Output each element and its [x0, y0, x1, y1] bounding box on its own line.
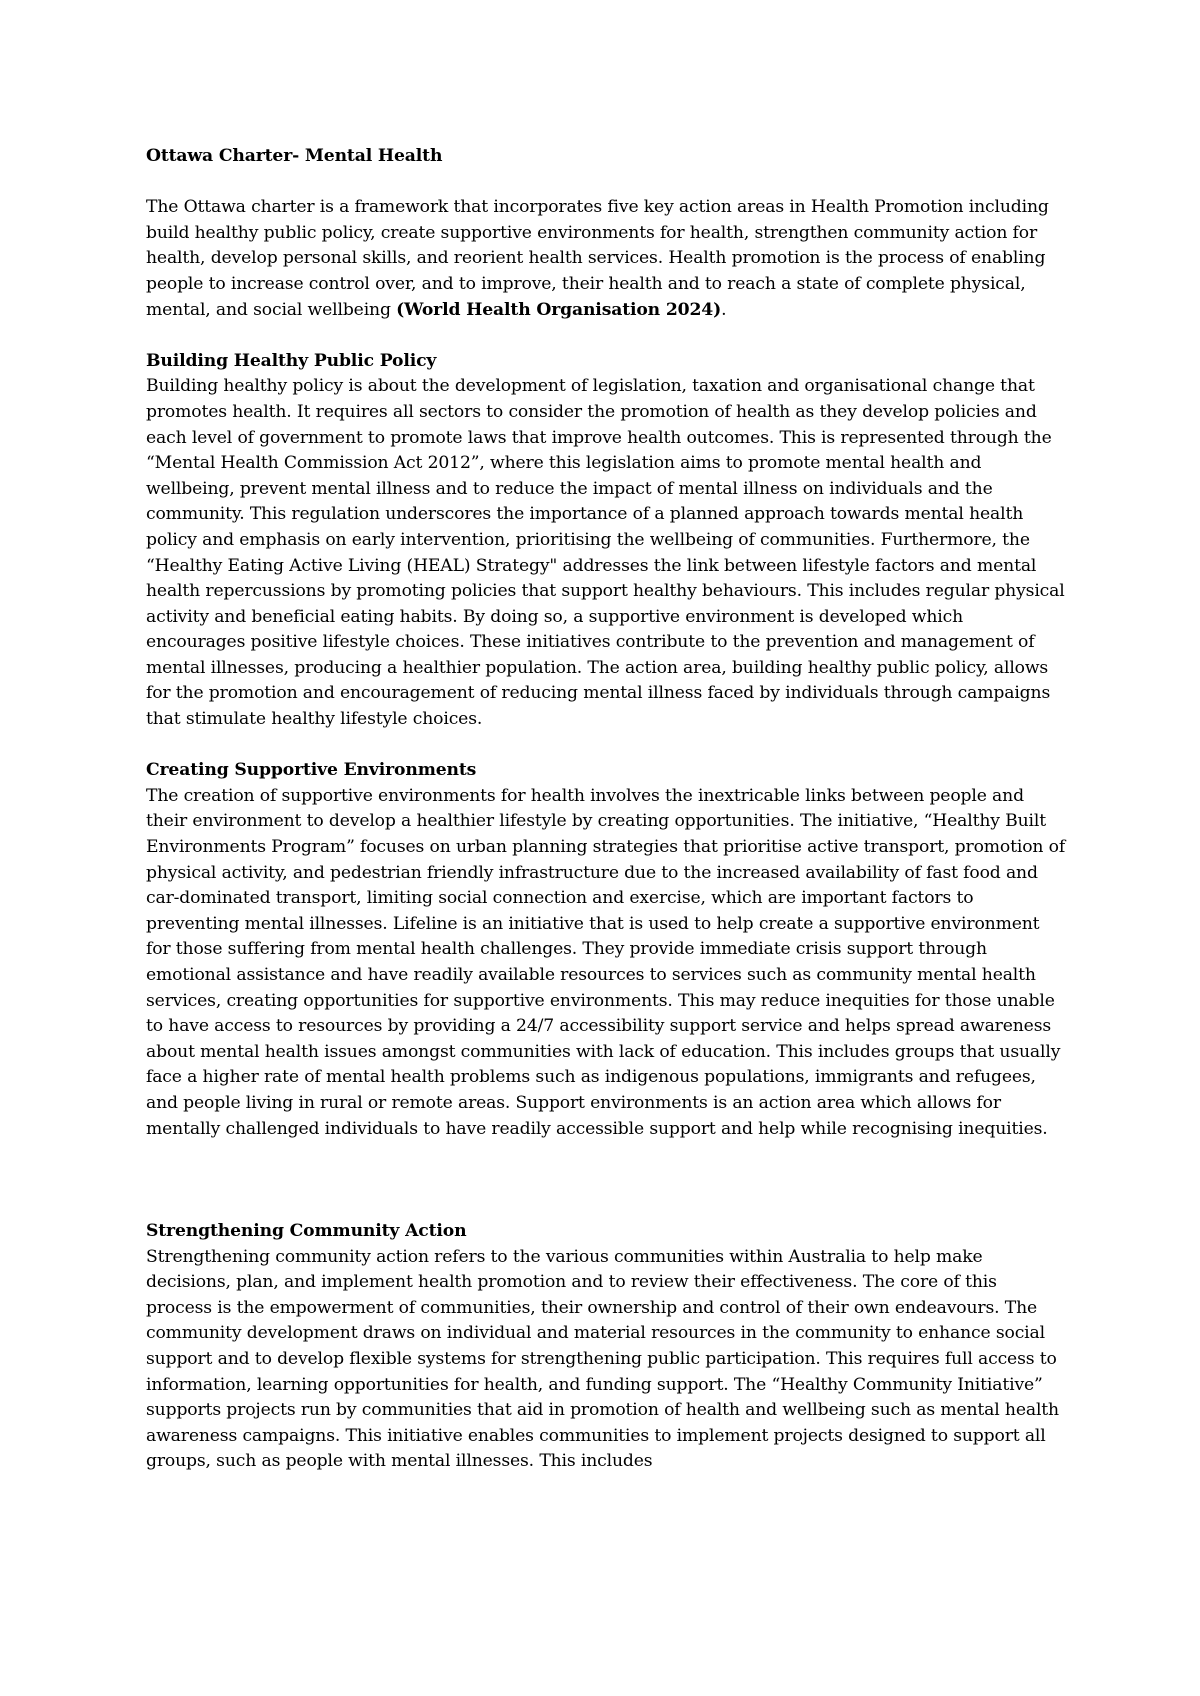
intro-citation: (World Health Organisation 2024)	[396, 299, 722, 320]
intro-paragraph	[146, 195, 1066, 323]
section-heading: Creating Supportive Environments	[146, 760, 477, 781]
section-building-healthy-public-policy	[146, 349, 1066, 733]
document-title: Ottawa Charter- Mental Health	[146, 146, 443, 166]
spacer	[146, 1142, 1066, 1219]
intro-text: The Ottawa charter is a framework that incorporates five key action areas in Health Promotion including build healthy public policy, create supportive environments for health, strengthen community action for health, develop personal skills, and reorient health services. Health promotion is the process of enabling people to increase control over, and to improve, their health and to reach a state of complete physical, mental, and social wellbeing	[146, 197, 1049, 320]
spacer	[146, 323, 1066, 349]
section-body: Building healthy policy is about the development of legislation, taxation and organisational change that promotes health. It requires all sectors to consider the promotion of health as they develop policies and each level of government to promote laws that improve health outcomes. This is represented through the “Mental Health Commission Act 2012”, where this legislation aims to promote mental health and wellbeing, prevent mental illness and to reduce the impact of mental illness on individuals and the community. This regulation underscores the importance of a planned approach towards mental health policy and emphasis on early intervention, prioritising the wellbeing of communities. Furthermore, the “Healthy Eating Active Living (HEAL) Strategy" addresses the link between lifestyle factors and mental health repercussions by promoting policies that support healthy behaviours. This includes regular physical activity and beneficial eating habits. By doing so, a supportive environment is developed which encourages positive lifestyle choices. These initiatives contribute to the prevention and management of mental illnesses, producing a healthier population. The action area, building healthy public policy, allows for the promotion and encouragement of reducing mental illness faced by individuals through campaigns that stimulate healthy lifestyle choices.	[146, 376, 1065, 730]
spacer	[146, 733, 1066, 759]
intro-end: .	[721, 299, 727, 320]
section-heading: Building Healthy Public Policy	[146, 350, 437, 371]
spacer	[146, 170, 1066, 196]
section-body: Strengthening community action refers to the various communities within Australia to help make decisions, plan, and implement health promotion and to review their effectiveness. The core of this process is the empowerment of communities, their ownership and control of their own endeavours. The community development draws on individual and material resources in the community to enhance social support and to develop flexible systems for strengthening public participation. This requires full access to information, learning opportunities for health, and funding support. The “Healthy Community Initiative” supports projects run by communities that aid in promotion of health and wellbeing such as mental health awareness campaigns. This initiative enables communities to implement projects designed to support all groups, such as people with mental illnesses. This includes	[146, 1246, 1059, 1472]
section-body: The creation of supportive environments for health involves the inextricable links between people and their environment to develop a healthier lifestyle by creating opportunities. The initiative, “Healthy Built Environments Program” focuses on urban planning strategies that prioritise active transport, promotion of physical activity, and pedestrian friendly infrastructure due to the increased availability of fast food and car-dominated transport, limiting social connection and exercise, which are important factors to preventing mental illnesses. Lifeline is an initiative that is used to help create a supportive environment for those suffering from mental health challenges. They provide immediate crisis support through emotional assistance and have readily available resources to services such as community mental health services, creating opportunities for supportive environments. This may reduce inequities for those unable to have access to resources by providing a 24/7 accessibility support service and helps spread awareness about mental health issues amongst communities with lack of education. This includes groups that usually face a higher rate of mental health problems such as indigenous populations, immigrants and refugees, and people living in rural or remote areas. Support environments is an action area which allows for mentally challenged individuals to have readily accessible support and help while recognising inequities.	[146, 785, 1066, 1139]
section-strengthening-community-action	[146, 1219, 1066, 1475]
section-heading: Strengthening Community Action	[146, 1220, 467, 1241]
section-creating-supportive-environments	[146, 758, 1066, 1142]
document-page	[146, 144, 1066, 1475]
